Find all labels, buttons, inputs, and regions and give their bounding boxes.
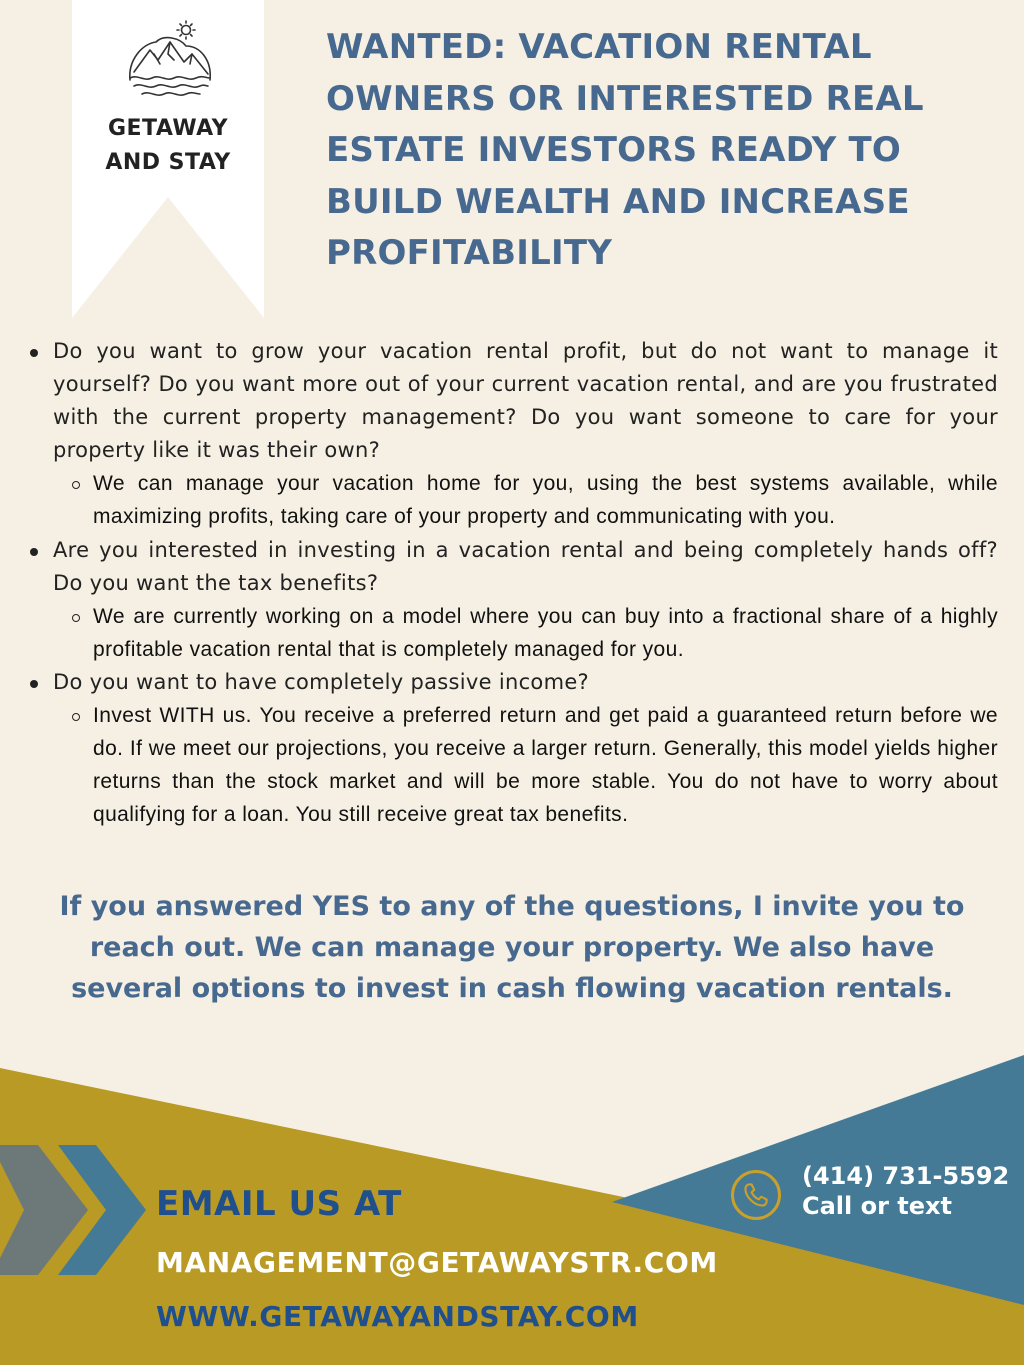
answer-text: Invest WITH us. You receive a preferred return and get paid a guaranteed return before we do. If we meet our projections, you receive a larger return. Generally, this model yields higher returns than the stock market and will be more stable. You do not have to worry about qualifying for a loan. You still receive great tax benefits. <box>93 704 998 827</box>
email-link[interactable]: MANAGEMENT@GETAWAYSTR.COM <box>156 1246 718 1279</box>
question-text: Do you want to grow your vacation rental profit, but do not want to manage it yourself? Do you want more out of your current vacation rental, and are you frustrated with the current property management? Do you want someone to care for your property like it was their own? <box>53 339 998 463</box>
call-to-action: If you answered YES to any of the questions, I invite you to reach out. We can manage your property. We also have several options to invest in cash flowing vacation rentals. <box>59 891 965 1004</box>
headline: WANTED: VACATION RENTAL OWNERS OR INTERESTED REAL ESTATE INVESTORS READY TO BUILD WEALTH AND INCREASE PROFITABILITY <box>326 27 924 273</box>
brand-line-2: AND STAY <box>105 150 231 175</box>
phone-icon[interactable] <box>731 1170 781 1220</box>
answer-text: We can manage your vacation home for you, using the best systems available, while maximizing profits, taking care of your property and communicating with you. <box>93 472 998 529</box>
phone-note: Call or text <box>802 1192 952 1220</box>
question-text: Are you interested in investing in a vacation rental and being completely hands off? Do you want the tax benefits? <box>53 537 998 595</box>
question-text: Do you want to have completely passive income? <box>53 669 590 694</box>
answer-text: We are currently working on a model where you can buy into a fractional share of a highly profitable vacation rental that is completely managed for you. <box>93 604 998 661</box>
email-heading: EMAIL US AT <box>156 1184 402 1224</box>
website-link[interactable]: WWW.GETAWAYANDSTAY.COM <box>156 1300 639 1333</box>
brand-line-1: GETAWAY <box>107 116 229 141</box>
phone-number[interactable]: (414) 731-5592 <box>802 1162 1010 1190</box>
